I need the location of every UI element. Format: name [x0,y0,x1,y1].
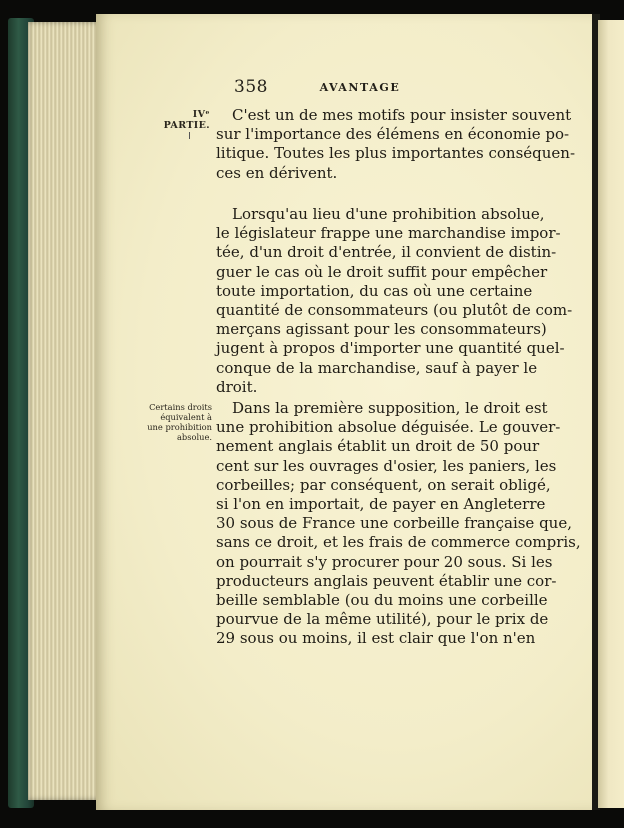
page-number: 358 [234,77,268,97]
text-line: on pourrait s'y procurer pour 20 sous. Si les [216,552,553,571]
side-note-line: une prohibition [147,422,212,432]
text-line: conque de la marchandise, sauf à payer le [216,358,538,377]
text-line: 29 sous ou moins, il est clair que l'on n'en [216,629,536,648]
text-line: jugent à propos d'importer une quantité quel- [216,339,565,358]
paragraph-3 [216,399,581,648]
text-line: droit. [216,377,258,396]
side-note [138,402,212,442]
running-head: AVANTAGE [319,81,401,94]
text-line: tée, d'un droit d'entrée, il convient de distin- [216,243,557,262]
next-page-edge [598,20,624,808]
text-line: le législateur frappe une marchandise impor- [216,224,561,243]
text-line: producteurs anglais peuvent établir une cor- [216,571,557,590]
side-note-line: absolue. [176,432,212,442]
side-note-line: Certains droits [149,402,212,412]
text-line: merçans agissant pour les consommateurs) [216,320,547,339]
paragraph-1 [216,106,576,183]
text-line: litique. Toutes les plus importantes conséquen- [216,144,576,163]
margin-tick-mark [189,132,190,139]
text-line: si l'on en importait, de payer en Angleterre [216,494,546,513]
paragraph-2 [216,205,573,397]
part-marker: IVᵉ PARTIE. [163,109,210,131]
text-line: sur l'importance des élémens en économie po- [216,125,570,144]
side-note-line: équivalent à [160,412,212,422]
text-line: guer le cas où le droit suffit pour empêcher [216,262,548,281]
text-line: quantité de consommateurs (ou plutôt de com- [216,300,573,319]
text-line: cent sur les ouvrages d'osier, les paniers, les [216,456,557,475]
text-line: Lorsqu'au lieu d'une prohibition absolue, [232,205,545,223]
page-edges [28,22,100,800]
text-line: Dans la première supposition, le droit est [232,399,548,417]
text-line: pourvue de la même utilité), pour le prix de [216,610,549,629]
text-line: toute importation, du cas où une certaine [216,281,533,300]
text-line: sans ce droit, et les frais de commerce compris, [216,533,581,552]
text-line: C'est un de mes motifs pour insister souvent [232,106,572,124]
text-line: ces en dérivent. [216,163,338,182]
text-line: nement anglais établit un droit de 50 pour [216,437,540,456]
text-line: une prohibition absolue déguisée. Le gouver- [216,418,561,437]
text-line: beille semblable (ou du moins une corbeille [216,590,548,609]
text-line: 30 sous de France une corbeille française que, [216,514,572,533]
text-line: corbeilles; par conséquent, on serait obligé, [216,475,551,494]
